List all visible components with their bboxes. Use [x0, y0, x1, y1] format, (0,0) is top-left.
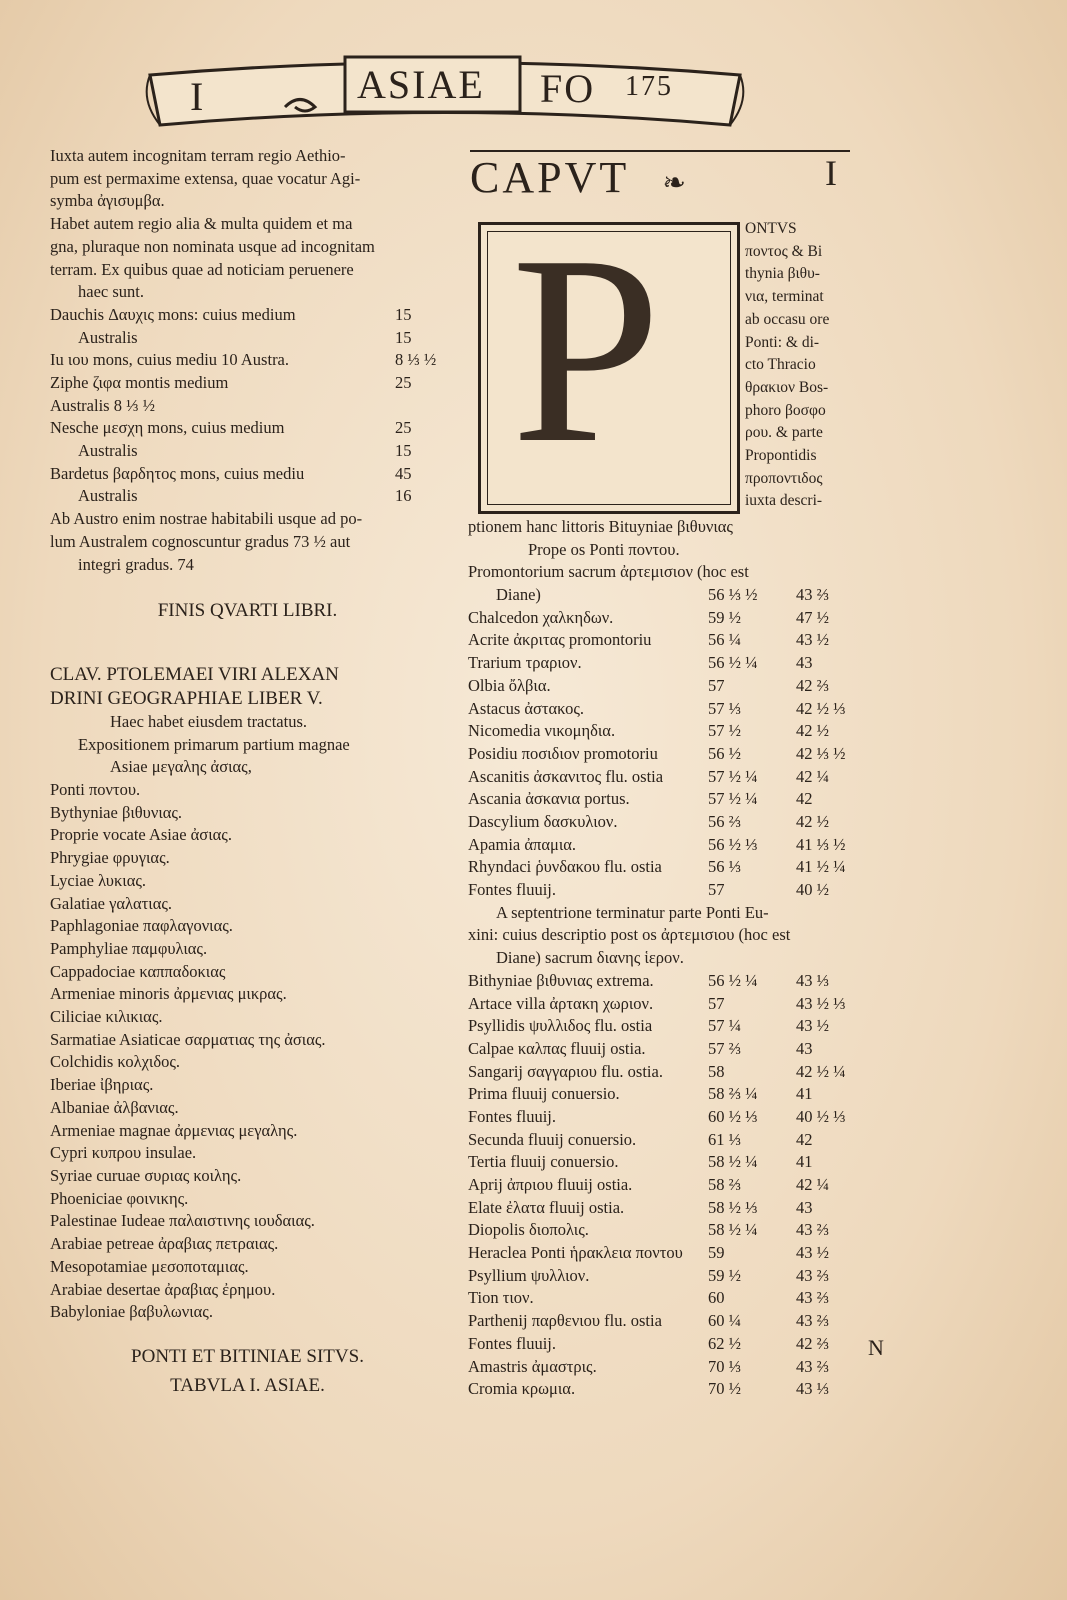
- place-name: Cromia κρωμια.: [468, 1379, 576, 1399]
- fleuron-icon: ❧: [662, 168, 689, 199]
- text-line: ONTVS: [745, 220, 797, 237]
- place-name: Diane): [496, 585, 541, 605]
- place-name: Prima fluuij conuersio.: [468, 1084, 620, 1104]
- longitude: 56 ⅔: [708, 811, 741, 831]
- coordinate-row: [468, 811, 858, 834]
- text-line: Habet autem regio alia & multa quidem et ma: [50, 214, 353, 234]
- folio-label: FO: [540, 66, 596, 111]
- place-name: Nicomedia νικομηδια.: [468, 721, 616, 741]
- coordinate-row: [468, 675, 858, 698]
- place-value: 25: [395, 372, 412, 392]
- coordinate-row: [468, 1378, 858, 1401]
- caput-number: I: [825, 153, 840, 193]
- longitude: 58 ½ ¼: [708, 1152, 758, 1172]
- text-line: Iuxta autem incognitam terram regio Aethio-: [50, 146, 346, 165]
- header-banner: [145, 55, 745, 135]
- place-name: Dauchis Δαυχις mons: cuius medium: [50, 304, 296, 324]
- place-name: Ziphe ζιφα montis medium: [50, 372, 229, 392]
- mid-line: xini: cuius descriptio post os ἀρτεμισιου (hoc est: [468, 925, 791, 945]
- lead-line: Promontorium sacrum ἀρτεμισιον (hoc est: [468, 562, 749, 582]
- place-name: Ascanitis ἀσκανιτος flu. ostia: [468, 766, 664, 786]
- latitude: 42 ½ ⅓: [796, 698, 846, 718]
- text-line: lum Australem cognoscuntur gradus 73 ½ aut: [50, 531, 351, 551]
- lead-line: ptionem hanc littoris Bituyniae βιθυνιας: [468, 517, 733, 536]
- latitude: 43 ½: [796, 1243, 829, 1263]
- latitude: 42 ¼: [796, 1175, 829, 1195]
- longitude: 58: [708, 1061, 725, 1081]
- latitude: 42 ⅔: [796, 675, 829, 695]
- region-list-item: Bythyniae βιθυνιας.: [50, 802, 183, 822]
- coordinate-row: [468, 1333, 858, 1356]
- region-list-item: Armeniae magnae ἀρμενιας μεγαλης.: [50, 1120, 298, 1140]
- place-name: Psyllium ψυλλιον.: [468, 1265, 590, 1285]
- longitude: 57 ¼: [708, 1016, 741, 1036]
- longitude: 57 ⅓: [708, 698, 741, 718]
- latitude: 43 ⅔: [796, 585, 829, 605]
- place-name: Australis 8 ⅓ ½: [50, 395, 155, 415]
- place-name: Tertia fluuij conuersio.: [468, 1152, 619, 1172]
- beside-initial-text: [745, 218, 860, 513]
- place-row: [50, 372, 445, 395]
- longitude: 58 ½ ¼: [708, 1220, 758, 1240]
- region-list-item: Phoeniciae φοινικης.: [50, 1188, 189, 1208]
- caput-label: CAPVT: [470, 153, 629, 202]
- longitude: 60 ½ ⅓: [708, 1106, 758, 1126]
- place-name: Ascania ἀσκανια portus.: [468, 789, 630, 809]
- region-list-item: Sarmatiae Asiaticae σαρματιας της ἀσιας.: [50, 1029, 326, 1049]
- latitude: 43 ½: [796, 1016, 829, 1036]
- header-center: ASIAE: [357, 62, 485, 107]
- place-name: Rhyndaci ῥυνδακου flu. ostia: [468, 857, 662, 877]
- text-line: προποντιδος: [745, 469, 823, 487]
- finis-heading: FINIS QVARTI LIBRI.: [157, 600, 338, 622]
- book-title-line: DRINI GEOGRAPHIAE LIBER V.: [50, 687, 323, 709]
- coordinate-row: [468, 743, 858, 766]
- longitude: 56 ½: [708, 743, 741, 763]
- place-value: 15: [395, 304, 412, 324]
- region-list-item: Galatiae γαλατιας.: [50, 893, 173, 913]
- place-row: [50, 395, 445, 418]
- longitude: 57: [708, 880, 725, 900]
- longitude: 57 ½ ¼: [708, 766, 758, 786]
- longitude: 58 ½ ⅓: [708, 1197, 758, 1217]
- coordinate-row: [468, 970, 858, 993]
- place-name: Artace villa ἀρτακη χωριον.: [468, 993, 654, 1013]
- longitude: 57 ½: [708, 721, 741, 741]
- latitude: 43 ⅔: [796, 1220, 829, 1240]
- place-name: Secunda fluuij conuersio.: [468, 1129, 637, 1149]
- chapter-heading: [470, 150, 850, 203]
- place-value: 15: [395, 327, 412, 347]
- coordinate-row: [468, 879, 858, 902]
- place-name: Fontes fluuij.: [468, 1333, 557, 1353]
- text-line: phoro βοσφο: [745, 401, 826, 419]
- place-name: Posidiu ποσιδιον promotoriu: [468, 743, 658, 763]
- coordinate-row: [468, 766, 858, 789]
- place-name: Fontes fluuij.: [468, 1106, 557, 1126]
- longitude: 56 ½ ¼: [708, 653, 758, 673]
- coordinate-row: [468, 1242, 858, 1265]
- text-line: gna, pluraque non nominata usque ad incognitam: [50, 236, 375, 256]
- coordinate-row: [468, 698, 858, 721]
- right-column: [468, 516, 858, 1401]
- place-name: Aprij ἀπριου fluuij ostia.: [468, 1175, 633, 1195]
- place-name: Olbia ὄλβια.: [468, 675, 551, 695]
- latitude: 42: [796, 789, 813, 809]
- latitude: 41 ½ ¼: [796, 857, 846, 877]
- text-line: symba ἀγισυμβα.: [50, 191, 165, 211]
- latitude: 43: [796, 653, 813, 673]
- latitude: 43 ⅔: [796, 1356, 829, 1376]
- place-name: Australis: [78, 441, 138, 461]
- longitude: 59 ½: [708, 1265, 741, 1285]
- folio-number: 175: [625, 71, 673, 102]
- coordinate-row: [468, 1356, 858, 1379]
- place-name: Apamia ἀπαμια.: [468, 834, 577, 854]
- mid-line: A septentrione terminatur parte Ponti Eu-: [496, 902, 769, 922]
- lead-line: Prope os Ponti ποντου.: [528, 539, 680, 559]
- expos-line: Asiae μεγαλης ἀσιας,: [110, 757, 252, 777]
- latitude: 40 ½: [796, 880, 829, 900]
- latitude: 42 ½: [796, 811, 829, 831]
- text-line: haec sunt.: [78, 282, 144, 302]
- place-name: Diopolis διοπολις.: [468, 1220, 589, 1240]
- longitude: 59: [708, 1243, 725, 1263]
- coordinate-row: [468, 993, 858, 1016]
- place-row: [50, 349, 445, 372]
- region-list-item: Paphlagoniae παφλαγονιας.: [50, 916, 233, 936]
- coordinate-row: [468, 1265, 858, 1288]
- region-list-item: Arabiae petreae ἀραβιας πετραιας.: [50, 1234, 279, 1254]
- coordinate-row: [468, 1038, 858, 1061]
- text-line: Ab Austro enim nostrae habitabili usque ad po-: [50, 509, 363, 529]
- latitude: 43: [796, 1197, 813, 1217]
- region-list-item: Mesopotamiae μεσοποταμιας.: [50, 1256, 249, 1276]
- coordinate-row: [468, 629, 858, 652]
- text-line: νια, terminat: [745, 288, 824, 306]
- place-name: Nesche μεσχη mons, cuius medium: [50, 418, 285, 438]
- region-list-item: Cypri κυπρου insulae.: [50, 1143, 197, 1163]
- place-name: Acrite ἀκριτας promontoriu: [468, 630, 652, 650]
- coordinate-row: [468, 788, 858, 811]
- book-title-line: CLAV. PTOLEMAEI VIRI ALEXAN: [50, 663, 339, 685]
- place-row: [50, 304, 445, 327]
- place-name: Astacus ἀστακος.: [468, 698, 585, 718]
- latitude: 40 ½ ⅓: [796, 1106, 846, 1126]
- mid-line: Diane) sacrum διανης ἱερον.: [496, 948, 684, 968]
- place-name: Australis: [78, 486, 138, 506]
- latitude: 43 ⅔: [796, 1288, 829, 1308]
- place-name: Bithyniae βιθυνιας extrema.: [468, 970, 654, 990]
- region-list-item: Syriae curuae συριας κοιλης.: [50, 1165, 242, 1185]
- place-name: Parthenij παρθενιου flu. ostia: [468, 1311, 662, 1331]
- latitude: 43 ⅓: [796, 1379, 829, 1399]
- footer-line: TABVLA I. ASIAE.: [170, 1374, 325, 1396]
- region-list-item: Lyciae λυκιας.: [50, 870, 147, 890]
- latitude: 42 ⅔: [796, 1333, 829, 1353]
- longitude: 56 ⅓: [708, 857, 741, 877]
- latitude: 43 ⅔: [796, 1265, 829, 1285]
- place-name: Trarium τραριον.: [468, 653, 582, 673]
- place-value: 16: [395, 486, 412, 506]
- coordinate-row: [468, 1061, 858, 1084]
- header-left: I: [190, 74, 206, 119]
- coordinate-row: [468, 834, 858, 857]
- coordinate-row: [468, 584, 858, 607]
- place-row: [50, 463, 445, 486]
- text-line: ρου. & parte: [745, 424, 823, 442]
- place-name: Elate ἐλατα fluuij ostia.: [468, 1197, 625, 1217]
- coordinate-row: [468, 1129, 858, 1152]
- latitude: 43 ⅓: [796, 970, 829, 990]
- longitude: 56 ⅓ ½: [708, 585, 758, 605]
- coordinate-row: [468, 652, 858, 675]
- place-name: Calpae καλπας fluuij ostia.: [468, 1038, 646, 1058]
- longitude: 56 ½ ⅓: [708, 834, 758, 854]
- longitude: 59 ½: [708, 607, 741, 627]
- region-list-item: Cappadociae καππαδοκιας: [50, 961, 226, 981]
- longitude: 58 ⅔: [708, 1175, 741, 1195]
- coordinate-row: [468, 1310, 858, 1333]
- place-name: Fontes fluuij.: [468, 880, 557, 900]
- latitude: 43 ½: [796, 630, 829, 650]
- latitude: 47 ½: [796, 607, 829, 627]
- place-name: Amastris ἀμαστρις.: [468, 1356, 597, 1376]
- place-name: Iu ιου mons, cuius mediu 10 Austra.: [50, 350, 290, 370]
- longitude: 57 ⅔: [708, 1038, 741, 1058]
- longitude: 56 ½ ¼: [708, 970, 758, 990]
- text-line: ποντος & Bi: [745, 242, 823, 260]
- text-line: integri gradus. 74: [78, 554, 194, 574]
- place-value: 25: [395, 418, 412, 438]
- place-value: 45: [395, 463, 412, 483]
- text-line: Ponti: & di-: [745, 333, 820, 351]
- longitude: 60 ¼: [708, 1311, 741, 1331]
- region-list-item: Ponti ποντου.: [50, 780, 141, 800]
- region-list-item: Proprie vocate Asiae ἀσιας.: [50, 825, 232, 845]
- coordinate-row: [468, 720, 858, 743]
- text-line: ab occasu ore: [745, 310, 830, 328]
- text-line: iuxta descri-: [745, 492, 823, 510]
- text-line: thynia βιθυ-: [745, 265, 820, 283]
- place-row: [50, 417, 445, 440]
- region-list-item: Palestinae Iudeae παλαιστινης ιουδαιας.: [50, 1211, 315, 1231]
- region-list-item: Armeniae minoris ἀρμενιας μικρας.: [50, 984, 287, 1004]
- text-line: pum est permaxime extensa, quae vocatur Agi-: [50, 168, 361, 188]
- longitude: 57: [708, 675, 725, 695]
- longitude: 60: [708, 1288, 725, 1308]
- place-name: Chalcedon χαλκηδων.: [468, 607, 614, 627]
- coordinate-row: [468, 1197, 858, 1220]
- longitude: 70 ½: [708, 1379, 741, 1399]
- coordinate-row: [468, 1083, 858, 1106]
- latitude: 42: [796, 1129, 813, 1149]
- region-list-item: Iberiae ἰβηριας.: [50, 1075, 154, 1095]
- region-list-item: Ciliciae κιλικιας.: [50, 1007, 163, 1027]
- latitude: 41: [796, 1084, 813, 1104]
- coordinate-row: [468, 856, 858, 879]
- longitude: 56 ¼: [708, 630, 741, 650]
- expos-line: Expositionem primarum partium magnae: [78, 734, 350, 754]
- longitude: 57: [708, 993, 725, 1013]
- subtitle: Haec habet eiusdem tractatus.: [110, 711, 307, 731]
- region-list-item: Albaniae ἀλβανιας.: [50, 1097, 179, 1117]
- text-line: θρακιον Bos-: [745, 378, 829, 396]
- text-line: terram. Ex quibus quae ad noticiam peruenere: [50, 259, 354, 279]
- text-line: Propontidis: [745, 447, 817, 465]
- place-row: [50, 485, 445, 508]
- coordinate-row: [468, 607, 858, 630]
- place-name: Dascylium δασκυλιον.: [468, 811, 618, 831]
- region-list-item: Colchidis κολχιδος.: [50, 1052, 181, 1072]
- decorated-initial: [478, 222, 740, 514]
- margin-note: N: [868, 1335, 884, 1360]
- coordinate-row: [468, 1151, 858, 1174]
- latitude: 43 ⅔: [796, 1311, 829, 1331]
- coordinate-row: [468, 1174, 858, 1197]
- latitude: 42 ½: [796, 721, 829, 741]
- place-name: Sangarij σαγγαριου flu. ostia.: [468, 1061, 663, 1081]
- region-list-item: Arabiae desertae ἀραβιας ἐρημου.: [50, 1279, 276, 1299]
- coordinate-row: [468, 1015, 858, 1038]
- text-line: cto Thracio: [745, 356, 816, 374]
- coordinate-row: [468, 1106, 858, 1129]
- place-row: [50, 327, 445, 350]
- latitude: 41: [796, 1152, 813, 1172]
- place-name: Psyllidis ψυλλιδος flu. ostia: [468, 1016, 653, 1036]
- initial-letter: P: [511, 222, 662, 499]
- longitude: 58 ⅔ ¼: [708, 1084, 758, 1104]
- longitude: 70 ⅓: [708, 1356, 741, 1376]
- latitude: 42 ¼: [796, 766, 829, 786]
- region-list-item: Babyloniae βαβυλωνιας.: [50, 1302, 213, 1322]
- place-value: 8 ⅓ ½: [395, 350, 437, 370]
- latitude: 42 ⅓ ½: [796, 743, 846, 763]
- region-list-item: Pamphyliae παμφυλιας.: [50, 938, 208, 958]
- latitude: 43: [796, 1038, 813, 1058]
- place-row: [50, 440, 445, 463]
- longitude: 57 ½ ¼: [708, 789, 758, 809]
- latitude: 43 ½ ⅓: [796, 993, 846, 1013]
- latitude: 41 ⅓ ½: [796, 834, 846, 854]
- place-name: Australis: [78, 327, 138, 347]
- region-list-item: Phrygiae φρυγιας.: [50, 848, 170, 868]
- place-name: Tion τιον.: [468, 1288, 534, 1308]
- footer-line: PONTI ET BITINIAE SITVS.: [131, 1345, 364, 1367]
- place-name: Bardetus βαρδητος mons, cuius mediu: [50, 463, 305, 483]
- longitude: 61 ⅓: [708, 1129, 741, 1149]
- coordinate-row: [468, 1287, 858, 1310]
- left-column: [50, 145, 445, 1397]
- place-value: 15: [395, 441, 412, 461]
- latitude: 42 ½ ¼: [796, 1061, 846, 1081]
- place-name: Heraclea Ponti ἡρακλεια ποντου: [468, 1243, 683, 1263]
- coordinate-row: [468, 1219, 858, 1242]
- longitude: 62 ½: [708, 1333, 741, 1353]
